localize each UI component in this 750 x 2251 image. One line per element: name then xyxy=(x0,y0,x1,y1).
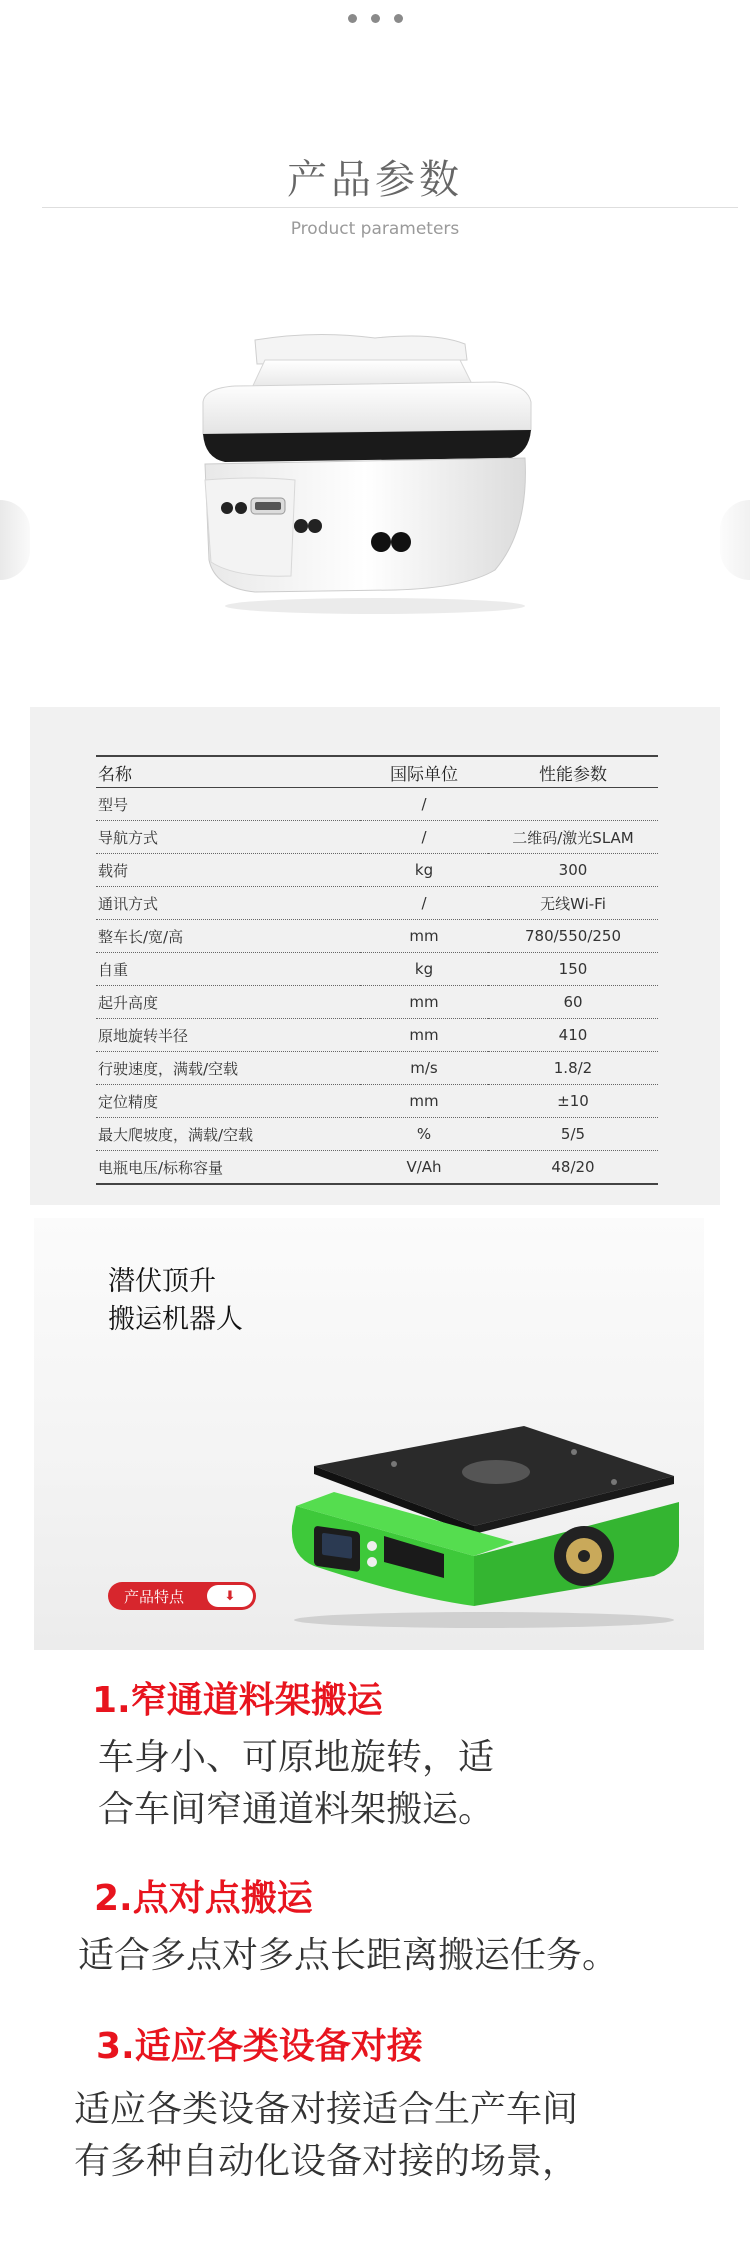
product-features-badge[interactable] xyxy=(108,1582,256,1610)
spec-name: 型号 xyxy=(96,788,360,821)
table-row xyxy=(96,1151,658,1185)
table-row xyxy=(96,1118,658,1151)
page-subtitle: Product parameters xyxy=(290,219,460,239)
carousel-prev-button[interactable] xyxy=(0,500,30,580)
feature-text-line: 适合多点对多点长距离搬运任务。 xyxy=(78,1935,619,1976)
feature-text-line: 合车间窄通道料架搬运。 xyxy=(98,1789,495,1830)
feature-text-line: 有多种自动化设备对接的场景， xyxy=(74,2141,579,2182)
spec-value: 无线Wi-Fi xyxy=(488,887,658,920)
feature-heading-2: 2.点对点搬运 xyxy=(94,1878,313,1919)
spec-value: 48/20 xyxy=(488,1151,658,1185)
table-row xyxy=(96,788,658,821)
feature-text-2 xyxy=(78,1930,618,1982)
title-divider xyxy=(42,207,738,208)
spec-value: 300 xyxy=(488,854,658,887)
green-robot-image xyxy=(274,1406,694,1636)
spec-unit: mm xyxy=(360,920,488,953)
spec-unit: kg xyxy=(360,953,488,986)
promo-title-line1: 潜伏顶升 xyxy=(108,1266,216,1297)
table-row xyxy=(96,1085,658,1118)
spec-name: 自重 xyxy=(96,953,360,986)
white-robot-image xyxy=(195,330,555,620)
spec-value xyxy=(488,788,658,821)
feature-text-line: 适应各类设备对接适合生产车间 xyxy=(74,2089,579,2130)
spec-value: 二维码/激光SLAM xyxy=(488,821,658,854)
table-row xyxy=(96,920,658,953)
spec-name: 电瓶电压/标称容量 xyxy=(96,1151,360,1185)
spec-value: 780/550/250 xyxy=(488,920,658,953)
spec-unit: m/s xyxy=(360,1052,488,1085)
feature-text-3 xyxy=(74,2084,578,2188)
more-dots-icon[interactable] xyxy=(0,14,750,23)
table-row xyxy=(96,854,658,887)
spec-panel xyxy=(30,707,720,1205)
carousel-next-button[interactable] xyxy=(720,500,750,580)
col-header-value: 性能参数 xyxy=(488,756,658,788)
spec-name: 通讯方式 xyxy=(96,887,360,920)
spec-name: 最大爬坡度，满载/空载 xyxy=(96,1118,360,1151)
spec-unit: mm xyxy=(360,1019,488,1052)
spec-unit: / xyxy=(360,821,488,854)
feature-heading-3: 3.适应各类设备对接 xyxy=(96,2026,423,2067)
promo-title-line2: 搬运机器人 xyxy=(108,1304,243,1335)
table-row xyxy=(96,887,658,920)
spec-value: 410 xyxy=(488,1019,658,1052)
table-row xyxy=(96,986,658,1019)
promo-title xyxy=(108,1263,243,1339)
feature-heading-1: 1.窄通道料架搬运 xyxy=(92,1680,383,1721)
product-promo-card xyxy=(34,1218,704,1650)
spec-value: 150 xyxy=(488,953,658,986)
spec-value: ±10 xyxy=(488,1085,658,1118)
table-row xyxy=(96,821,658,854)
col-header-name: 名称 xyxy=(96,756,360,788)
spec-unit: mm xyxy=(360,1085,488,1118)
spec-name: 载荷 xyxy=(96,854,360,887)
table-row xyxy=(96,953,658,986)
table-row xyxy=(96,1019,658,1052)
spec-unit: mm xyxy=(360,986,488,1019)
spec-value: 60 xyxy=(488,986,658,1019)
feature-text-line: 车身小、可原地旋转，适 xyxy=(98,1737,495,1778)
spec-name: 原地旋转半径 xyxy=(96,1019,360,1052)
spec-name: 导航方式 xyxy=(96,821,360,854)
spec-name: 起升高度 xyxy=(96,986,360,1019)
badge-label: 产品特点 xyxy=(124,1587,185,1606)
spec-name: 定位精度 xyxy=(96,1085,360,1118)
double-chevron-down-icon: ⬇ xyxy=(207,1585,253,1607)
spec-unit: / xyxy=(360,788,488,821)
spec-value: 1.8/2 xyxy=(488,1052,658,1085)
spec-name: 整车长/宽/高 xyxy=(96,920,360,953)
spec-name: 行驶速度，满载/空载 xyxy=(96,1052,360,1085)
spec-value: 5/5 xyxy=(488,1118,658,1151)
spec-table xyxy=(96,755,658,1185)
page-title: 产品参数 xyxy=(287,157,463,203)
spec-header-row xyxy=(96,756,658,788)
spec-unit: / xyxy=(360,887,488,920)
col-header-unit: 国际单位 xyxy=(360,756,488,788)
spec-unit: % xyxy=(360,1118,488,1151)
spec-unit: kg xyxy=(360,854,488,887)
table-row xyxy=(96,1052,658,1085)
feature-text-1 xyxy=(98,1732,494,1836)
spec-unit: V/Ah xyxy=(360,1151,488,1185)
